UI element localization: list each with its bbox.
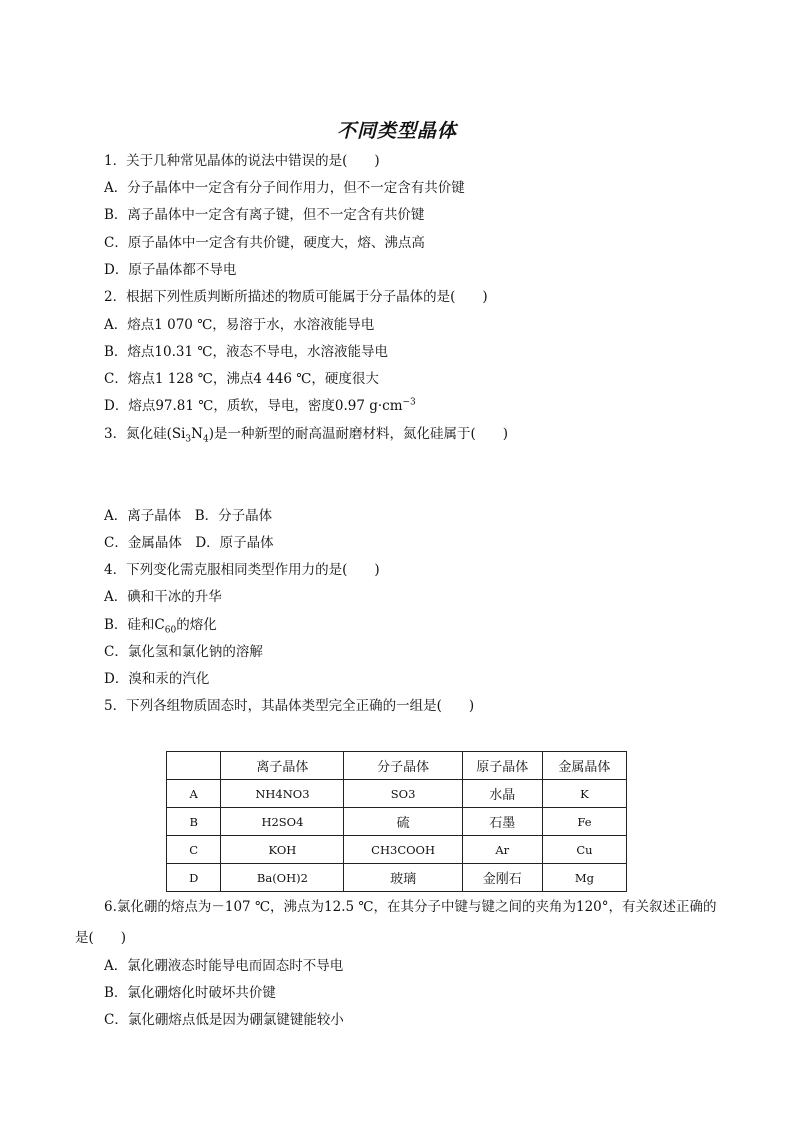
q4-option-b-pre: B．硅和C bbox=[104, 617, 165, 633]
table-cell: Ar bbox=[462, 836, 542, 864]
q2-option-c: C．熔点1 128 ℃，沸点4 446 ℃，硬度很大 bbox=[104, 371, 379, 387]
q6-option-c: C．氯化硼熔点低是因为硼氯键键能较小 bbox=[104, 1012, 344, 1028]
table-cell: SO3 bbox=[344, 780, 462, 808]
table-cell: D bbox=[167, 864, 221, 892]
table-cell: CH3COOH bbox=[344, 836, 462, 864]
q6-option-a: A．氯化硼液态时能导电而固态时不导电 bbox=[104, 958, 344, 974]
table-cell: Ba(OH)2 bbox=[221, 864, 344, 892]
q4-option-b bbox=[104, 616, 217, 634]
table-row bbox=[167, 836, 627, 864]
q4-option-a: A．碘和干冰的升华 bbox=[104, 589, 222, 605]
table-header-cell bbox=[167, 752, 221, 780]
q3-options-cd: C．金属晶体 D．原子晶体 bbox=[104, 535, 274, 551]
q3-stem-n: N bbox=[191, 426, 203, 442]
table-cell: C bbox=[167, 836, 221, 864]
q4-option-d: D．溴和汞的汽化 bbox=[104, 671, 210, 687]
q1-stem: 1．关于几种常见晶体的说法中错误的是( ) bbox=[104, 153, 380, 169]
q1-option-b: B．离子晶体中一定含有离子键，但不一定含有共价键 bbox=[104, 207, 425, 223]
table-cell: A bbox=[167, 780, 221, 808]
table-header-cell: 离子晶体 bbox=[221, 752, 344, 780]
table-cell: Fe bbox=[542, 808, 626, 836]
table-cell: KOH bbox=[221, 836, 344, 864]
table-cell: Cu bbox=[542, 836, 626, 864]
table-cell: 石墨 bbox=[462, 808, 542, 836]
q2-option-b: B．熔点10.31 ℃，液态不导电，水溶液能导电 bbox=[104, 344, 388, 360]
q4-option-c: C．氯化氢和氯化钠的溶解 bbox=[104, 644, 263, 660]
q4-option-b-post: 的熔化 bbox=[176, 617, 217, 633]
q3-stem bbox=[104, 425, 508, 443]
table-cell: 玻璃 bbox=[344, 864, 462, 892]
q2-option-d-exponent: −3 bbox=[402, 397, 416, 408]
q1-option-a: A．分子晶体中一定含有分子间作用力，但不一定含有共价键 bbox=[104, 180, 465, 196]
q6-option-b: B．氯化硼熔化时破坏共价键 bbox=[104, 985, 276, 1001]
page-title: 不同类型晶体 bbox=[336, 120, 457, 142]
q1-option-c: C．原子晶体中一定含有共价键，硬度大，熔、沸点高 bbox=[104, 235, 425, 251]
table-cell: NH4NO3 bbox=[221, 780, 344, 808]
q1-option-d: D．原子晶体都不导电 bbox=[104, 262, 237, 278]
q3-sub-n: 4 bbox=[202, 434, 209, 445]
q3-options-ab: A．离子晶体 B．分子晶体 bbox=[104, 508, 273, 524]
q3-stem-pre: 3．氮化硅(Si bbox=[104, 426, 186, 442]
table-row bbox=[167, 780, 627, 808]
table-cell: 金刚石 bbox=[462, 864, 542, 892]
q2-option-d bbox=[104, 397, 416, 415]
crystal-type-table bbox=[166, 751, 627, 892]
table-cell: K bbox=[542, 780, 626, 808]
q6-stem-line2: 是( ) bbox=[75, 930, 127, 946]
q2-option-a: A．熔点1 070 ℃，易溶于水，水溶液能导电 bbox=[104, 317, 375, 333]
table-cell: 硫 bbox=[344, 808, 462, 836]
table-header-cell: 原子晶体 bbox=[462, 752, 542, 780]
table-cell: Mg bbox=[542, 864, 626, 892]
table-cell: H2SO4 bbox=[221, 808, 344, 836]
table-header-cell: 金属晶体 bbox=[542, 752, 626, 780]
q4-stem: 4．下列变化需克服相同类型作用力的是( ) bbox=[104, 562, 380, 578]
table-cell: B bbox=[167, 808, 221, 836]
table-cell: 水晶 bbox=[462, 780, 542, 808]
table-row bbox=[167, 864, 627, 892]
q3-sub-si: 3 bbox=[185, 434, 192, 445]
table-header-cell: 分子晶体 bbox=[344, 752, 462, 780]
table-row bbox=[167, 808, 627, 836]
q3-stem-post: )是一种新型的耐高温耐磨材料，氮化硅属于( ) bbox=[208, 426, 509, 442]
table-header-row bbox=[167, 752, 627, 780]
q6-stem-line1: 6.氯化硼的熔点为－107 ℃，沸点为12.5 ℃，在其分子中键与键之间的夹角为120°，有关叙述正确的 bbox=[104, 899, 717, 915]
q2-stem: 2．根据下列性质判断所描述的物质可能属于分子晶体的是( ) bbox=[104, 289, 488, 305]
q2-option-d-text: D．熔点97.81 ℃，质软，导电，密度0.97 g·cm bbox=[104, 398, 403, 414]
q4-option-b-sub: 60 bbox=[164, 625, 177, 636]
q5-stem: 5．下列各组物质固态时，其晶体类型完全正确的一组是( ) bbox=[104, 698, 475, 714]
